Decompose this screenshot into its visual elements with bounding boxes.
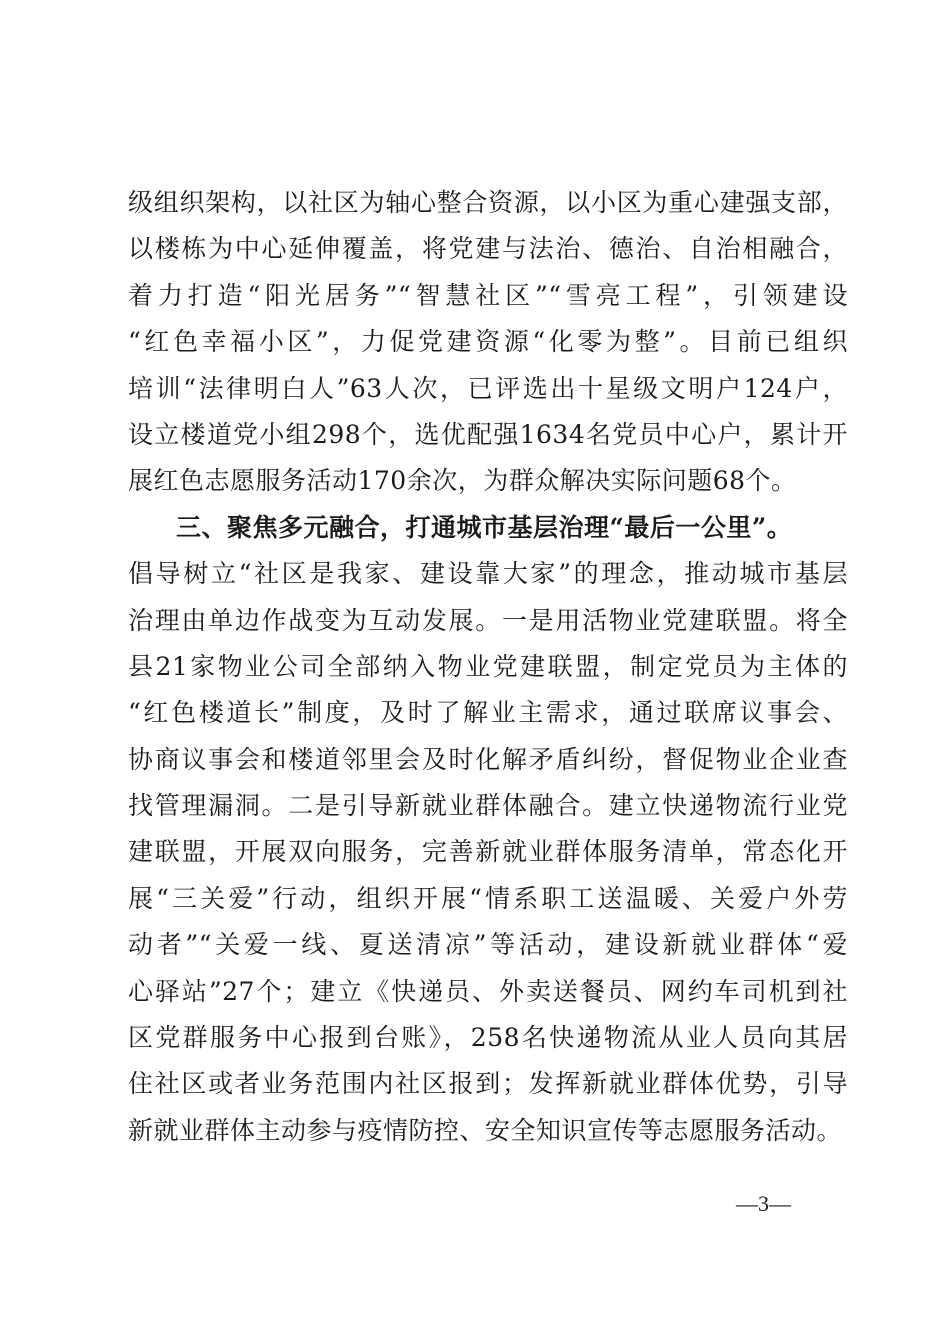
text-line: 找管理漏洞。二是引导新就业群体融合。建立快递物流行业党 [128,791,848,821]
text-line: 设立楼道党小组298个，选优配强1634名党员中心户，累计开 [128,419,848,449]
text-line: 协商议事会和楼道邻里会及时化解矛盾纠纷，督促物业企业查 [128,744,848,774]
text-line: 级组织架构，以社区为轴心整合资源，以小区为重心建强支部， [128,188,848,217]
text-line: 新就业群体主动参与疫情防控、安全知识宣传等志愿服务活动。 [128,1115,843,1145]
text-line: 建联盟，开展双向服务，完善新就业群体服务清单，常态化开 [128,837,848,867]
text-line: 展红色志愿服务活动170余次，为群众解决实际问题68个。 [128,466,797,496]
text-line: 区党群服务中心报到台账》，258名快递物流从业人员向其居 [128,1023,848,1053]
paragraph-1 [128,180,848,505]
section-heading: 三、聚焦多元融合，打通城市基层治理“最后一公里”。 [176,512,793,542]
page-number: —3— [736,1191,791,1216]
text-line: 治理由单边作战变为互动发展。一是用活物业党建联盟。将全 [128,605,848,635]
text-line: 以楼栋为中心延伸覆盖，将党建与法治、德治、自治相融合， [128,234,848,264]
text-line: 培训“法律明白人”63人次，已评选出十星级文明户124户， [128,373,848,403]
text-line: 住社区或者业务范围内社区报到；发挥新就业群体优势，引导 [128,1069,848,1099]
text-line: “红色幸福小区”，力促党建资源“化零为整”。目前已组织 [128,327,848,357]
text-line: 县21家物业公司全部纳入物业党建联盟，制定党员为主体的 [128,651,848,681]
text-line: 倡导树立“社区是我家、建设靠大家”的理念，推动城市基层 [128,559,848,589]
text-line: 心驿站”27个；建立《快递员、外卖送餐员、网约车司机到社 [128,976,848,1006]
text-line: “红色楼道长”制度，及时了解业主需求，通过联席议事会、 [128,698,848,728]
text-line: 动者”“关爱一线、夏送清凉”等活动，建设新就业群体“爱 [128,930,848,960]
paragraph-2 [128,551,848,1154]
text-line: 着力打造“阳光居务”“智慧社区”“雪亮工程”，引领建设 [128,280,848,310]
text-line: 展“三关爱”行动，组织开展“情系职工送温暖、关爱户外劳 [128,883,848,913]
body-text [128,180,848,1154]
